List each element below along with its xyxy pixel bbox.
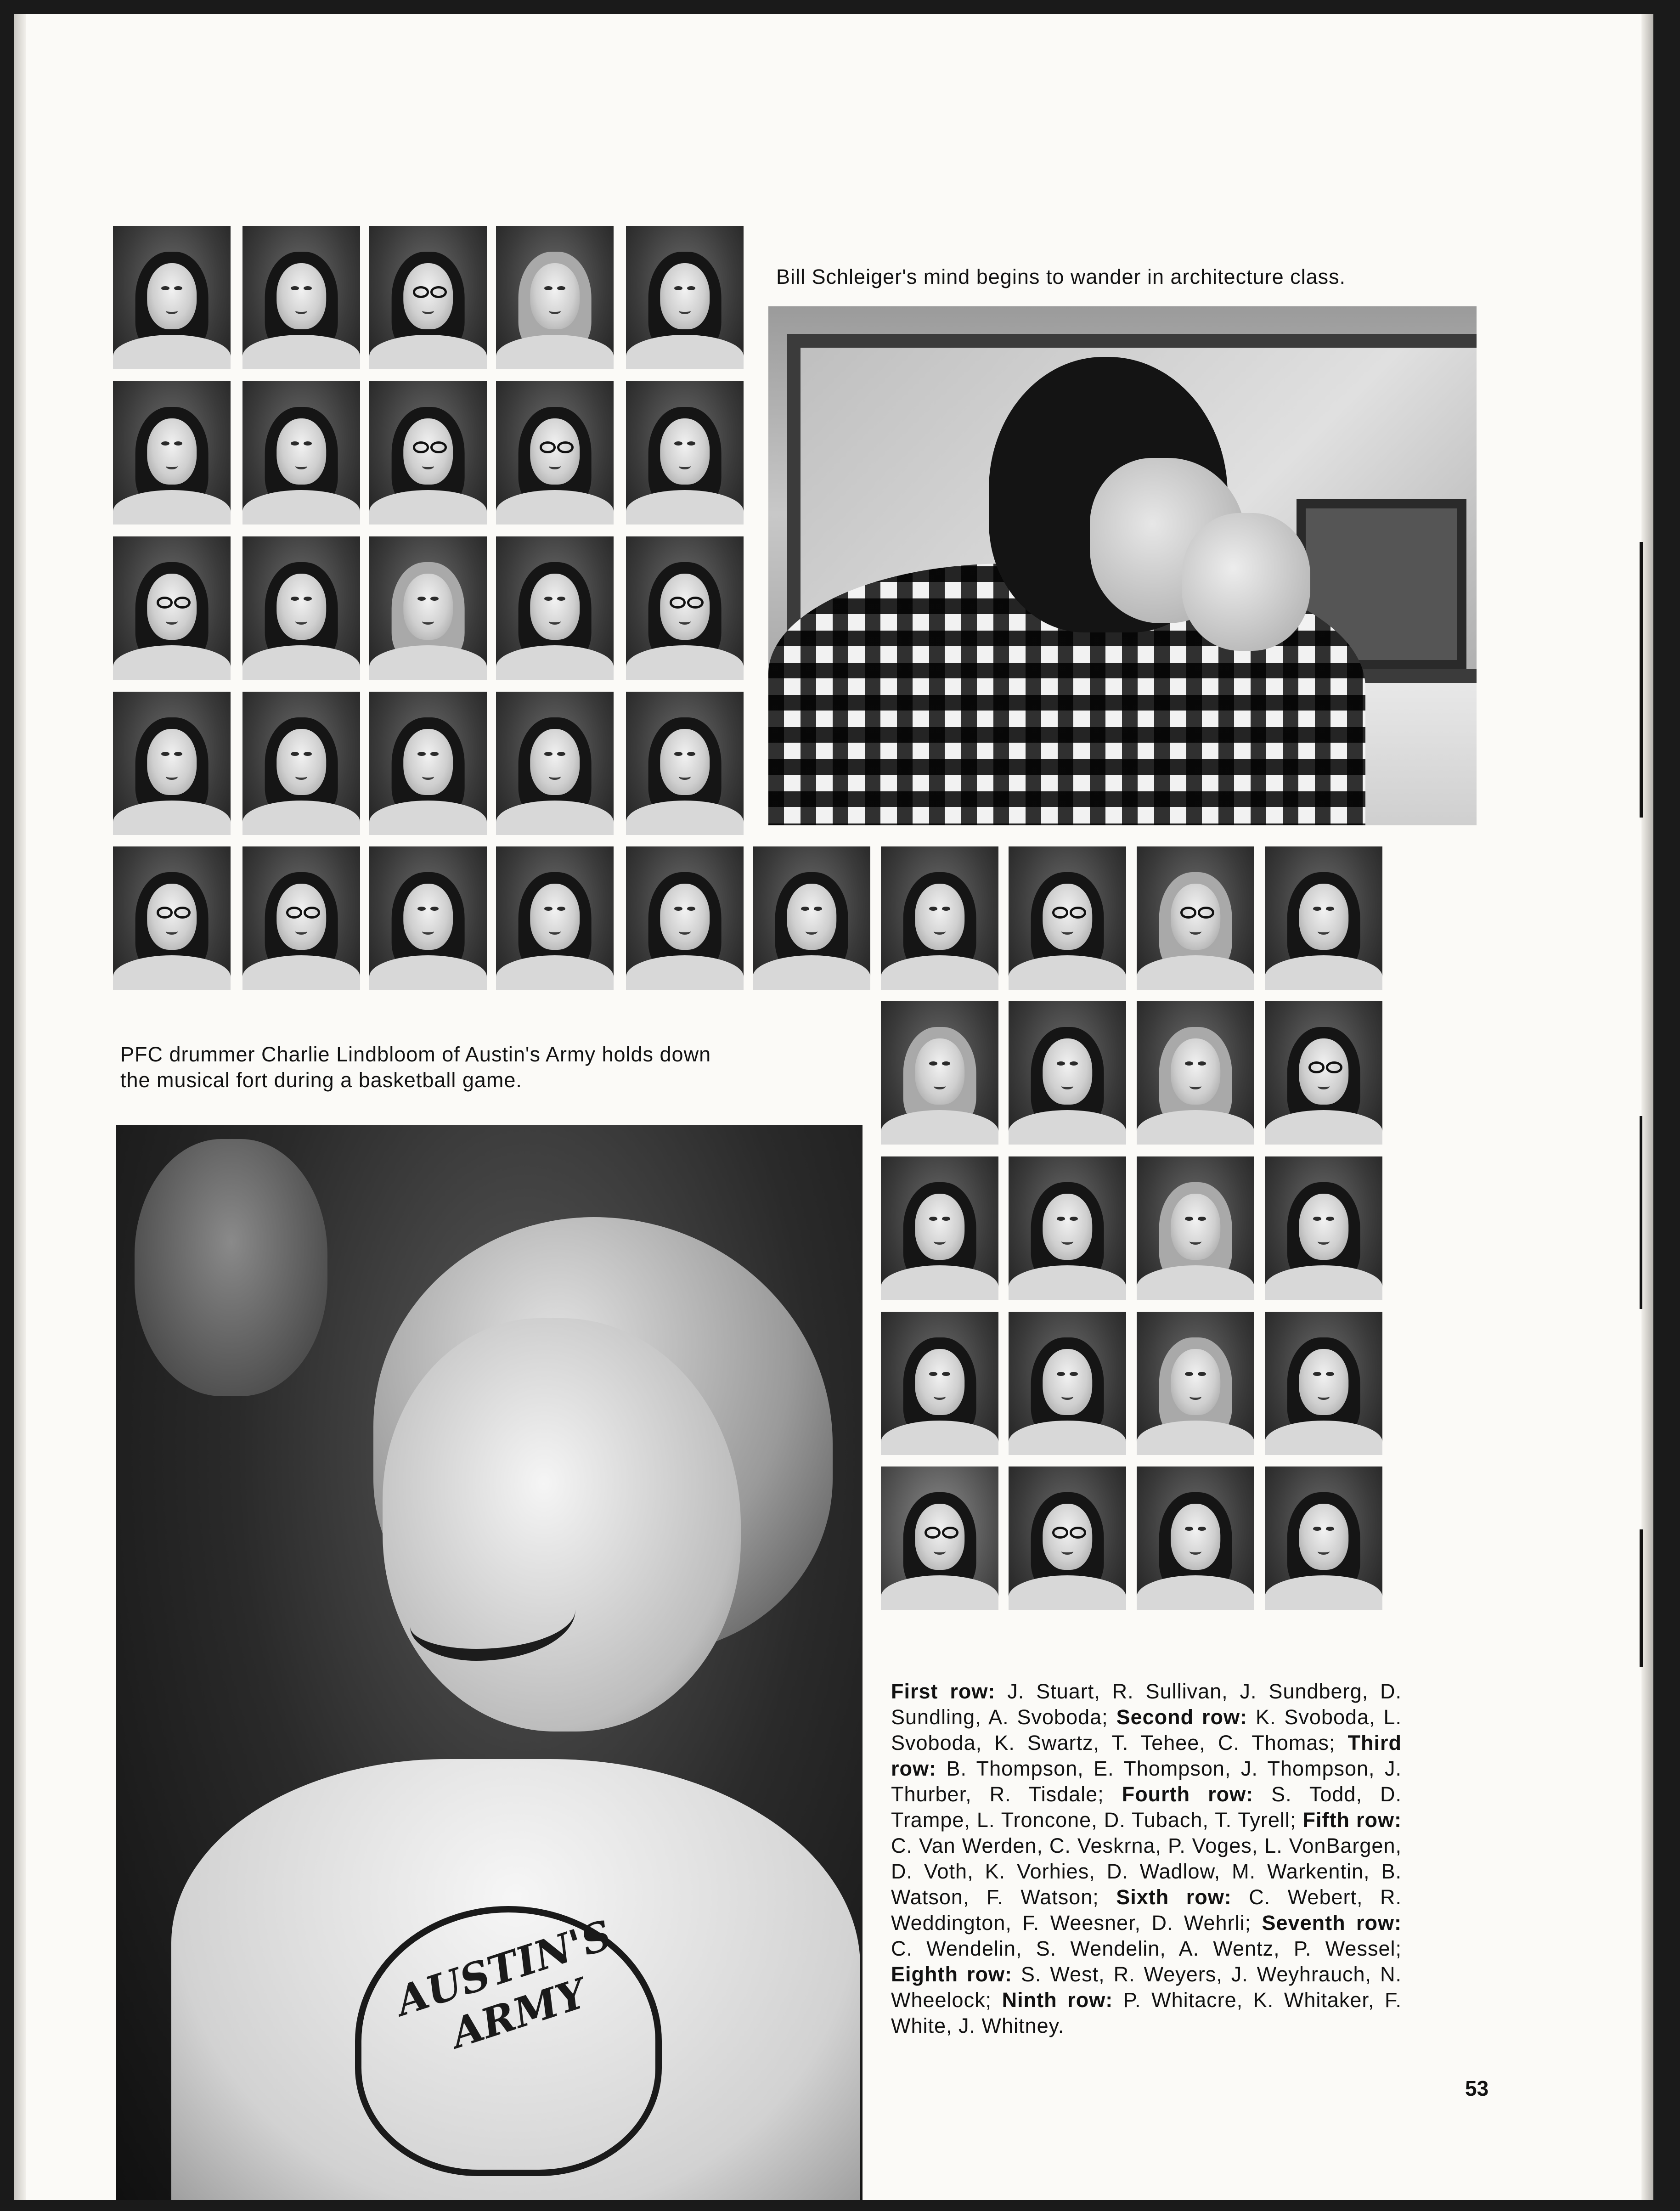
binding-mark xyxy=(1640,542,1643,818)
photo-drummer xyxy=(116,1125,863,2200)
student-portrait xyxy=(1009,846,1126,990)
student-portrait xyxy=(1137,1156,1254,1300)
caption-drummer-line2: the musical fort during a basketball game. xyxy=(120,1068,522,1092)
binding-mark xyxy=(1640,1116,1642,1309)
student-portrait xyxy=(881,1466,998,1610)
row-names: J. Stuart, R. Sullivan, J. Sundberg, D. Sundling, A. Svoboda; xyxy=(891,1680,1402,1729)
student-portrait xyxy=(1009,1001,1126,1145)
student-portrait xyxy=(369,381,487,525)
row-label: Sixth row: xyxy=(1116,1885,1232,1909)
student-portrait xyxy=(1137,1466,1254,1610)
background-person xyxy=(135,1139,327,1396)
page-right-edge xyxy=(1641,14,1653,2200)
student-portrait xyxy=(753,846,870,990)
student-portrait xyxy=(496,692,614,835)
student-portrait xyxy=(1265,1156,1382,1300)
student-portrait xyxy=(1137,1312,1254,1455)
row-names: C. Wendelin, S. Wendelin, A. Wentz, P. Wessel; xyxy=(891,1937,1402,1960)
student-portrait xyxy=(369,536,487,680)
student-portrait xyxy=(1265,1001,1382,1145)
row-label: Seventh row: xyxy=(1262,1911,1402,1935)
caption-drummer-line1: PFC drummer Charlie Lindbloom of Austin's Army holds down xyxy=(120,1043,711,1066)
student-portrait xyxy=(242,381,360,525)
photo-architecture-class xyxy=(768,306,1477,825)
row-names: S. West, R. Weyers, J. Weyhrauch, N. Wheelock; xyxy=(891,1963,1402,2012)
row-names: K. Svoboda, L. Svoboda, K. Swartz, T. Tehee, C. Thomas; xyxy=(891,1705,1402,1754)
student-portrait xyxy=(881,846,998,990)
caption-drummer xyxy=(120,1042,711,1093)
row-label: Fifth row: xyxy=(1302,1808,1402,1832)
row-names: C. Van Werden, C. Veskrna, P. Voges, L. VonBargen, D. Voth, K. Vorhies, D. Wadlow, M. Warkentin, B. Watson, F. Watson; xyxy=(891,1834,1402,1909)
student-portrait xyxy=(496,381,614,525)
student-portrait xyxy=(881,1312,998,1455)
student-portrait xyxy=(1137,1001,1254,1145)
student-portrait xyxy=(626,692,744,835)
student-portrait xyxy=(1265,1312,1382,1455)
student-portrait xyxy=(369,692,487,835)
student-portrait xyxy=(113,381,231,525)
name-list xyxy=(891,1679,1402,2039)
row-label: First row: xyxy=(891,1680,996,1703)
row-names: S. Todd, D. Trampe, L. Troncone, D. Tubach, T. Tyrell; xyxy=(891,1782,1402,1832)
student-portrait xyxy=(626,846,744,990)
student-portrait xyxy=(1265,1466,1382,1610)
student-portrait xyxy=(626,381,744,525)
student-portrait xyxy=(496,226,614,369)
student-portrait xyxy=(242,692,360,835)
row-label: Eighth row: xyxy=(891,1963,1012,1986)
student-portrait xyxy=(113,692,231,835)
student-portrait xyxy=(626,226,744,369)
row-label: Second row: xyxy=(1116,1705,1248,1729)
student-portrait xyxy=(113,226,231,369)
student-portrait xyxy=(242,226,360,369)
shirt-logo-text: AUSTIN'S ARMY xyxy=(390,1910,618,2058)
student-portrait xyxy=(496,536,614,680)
caption-architecture: Bill Schleiger's mind begins to wander in architecture class. xyxy=(776,265,1346,288)
student-portrait xyxy=(242,846,360,990)
student-portrait xyxy=(1009,1466,1126,1610)
row-names: P. Whitacre, K. Whitaker, F. White, J. Whitney. xyxy=(891,1988,1402,2037)
student-portrait xyxy=(1009,1156,1126,1300)
student-portrait xyxy=(1009,1312,1126,1455)
student-portrait xyxy=(881,1156,998,1300)
student-portrait xyxy=(113,536,231,680)
drummer-face xyxy=(383,1318,741,1732)
student-portrait xyxy=(369,846,487,990)
student-portrait xyxy=(1137,846,1254,990)
student-portrait xyxy=(113,846,231,990)
page-number: 53 xyxy=(1465,2076,1489,2100)
student-portrait xyxy=(369,226,487,369)
row-label: Fourth row: xyxy=(1122,1782,1254,1806)
binding-mark xyxy=(1640,1529,1643,1667)
row-names: C. Webert, R. Weddington, F. Weesner, D. Wehrli; xyxy=(891,1885,1402,1935)
student-portrait xyxy=(626,536,744,680)
row-label: Ninth row: xyxy=(1002,1988,1113,2012)
student-portrait xyxy=(881,1001,998,1145)
row-names: B. Thompson, E. Thompson, J. Thompson, J. Thurber, R. Tisdale; xyxy=(891,1757,1402,1806)
student-portrait xyxy=(242,536,360,680)
student-portrait xyxy=(496,846,614,990)
student-portrait xyxy=(1265,846,1382,990)
yearbook-page xyxy=(14,14,1653,2200)
student-hand xyxy=(1182,513,1310,651)
row-label: Third row: xyxy=(891,1731,1402,1780)
page-left-edge xyxy=(14,14,26,2200)
